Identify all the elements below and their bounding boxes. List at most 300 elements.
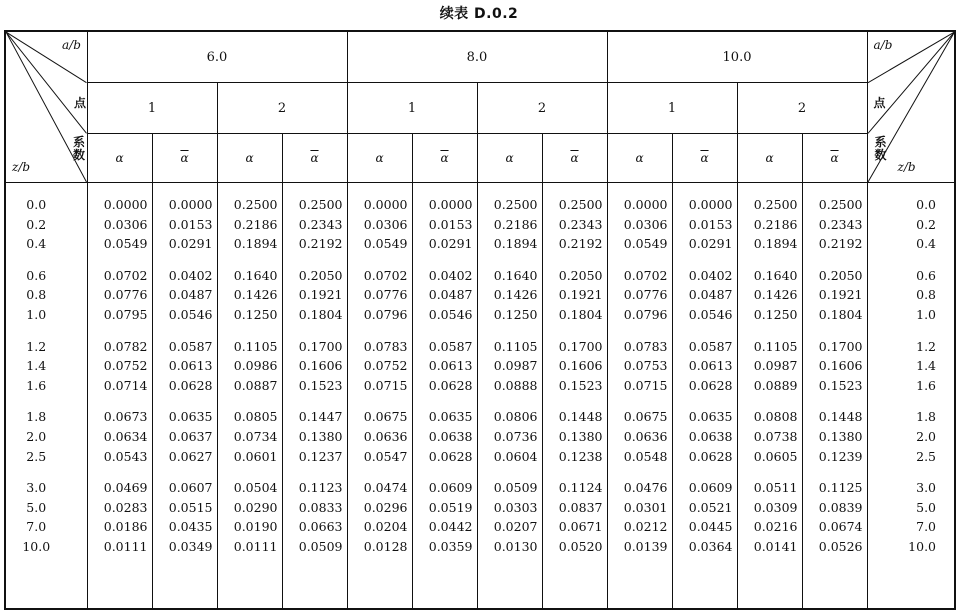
cell-value: 0.2343 — [558, 216, 603, 232]
cell-value: 0.0487 — [688, 287, 733, 303]
cell-value: 1.0 — [916, 306, 937, 322]
group-gap — [478, 466, 538, 478]
cell-value: 0.1523 — [298, 377, 343, 393]
cell-value: 0.0776 — [623, 287, 668, 303]
cell-value: 0.0515 — [168, 499, 213, 515]
cell-value: 0.0291 — [428, 236, 473, 252]
group-gap — [803, 254, 863, 266]
cell-value: 0.0738 — [753, 428, 798, 444]
cell-value: 0.0520 — [558, 538, 603, 554]
group-gap — [218, 395, 278, 407]
cell-value: 0.0546 — [428, 306, 473, 322]
cell-value: 0.0207 — [493, 519, 538, 535]
cell-value: 0.1640 — [493, 267, 538, 283]
cell-value: 0.0153 — [428, 216, 473, 232]
group-gap — [673, 395, 733, 407]
cell-value: 0.0547 — [363, 448, 408, 464]
cell-value: 0.2050 — [818, 267, 863, 283]
cell-value: 0.1921 — [298, 287, 343, 303]
group-gap — [348, 466, 408, 478]
cell-value: 0.0587 — [428, 338, 473, 354]
group-gap — [283, 254, 343, 266]
cell-value: 0.0752 — [103, 358, 148, 374]
value-column-5 — [347, 183, 412, 610]
cell-value: 0.1894 — [233, 236, 278, 252]
alpha-header: α — [477, 134, 542, 183]
cell-value: 0.6 — [26, 267, 47, 283]
cell-value: 0.0190 — [233, 519, 278, 535]
cell-value: 0.1105 — [233, 338, 278, 354]
cell-value: 0.1238 — [558, 448, 603, 464]
cell-value: 1.8 — [916, 409, 937, 425]
group-gap — [803, 325, 863, 337]
cell-value: 0.0607 — [168, 480, 213, 496]
group-gap — [153, 254, 213, 266]
alpha-bar-header: $\overline{\alpha}$ — [282, 134, 347, 183]
cell-value: 0.1700 — [818, 338, 863, 354]
group-gap — [868, 395, 937, 407]
cell-value: 0.0888 — [493, 377, 538, 393]
cell-value: 0.0549 — [103, 236, 148, 252]
cell-value: 0.0000 — [428, 197, 473, 212]
cell-value: 0.6 — [916, 267, 937, 283]
corner-label-zb: z/b — [12, 160, 31, 174]
cell-value: 0.1606 — [298, 358, 343, 374]
cell-value: 0.0504 — [233, 480, 278, 496]
group-header-3: 10.0 — [607, 31, 867, 83]
cell-value: 0.0609 — [688, 480, 733, 496]
cell-value: 0.0715 — [623, 377, 668, 393]
cell-value: 0.0153 — [168, 216, 213, 232]
cell-value: 0.0186 — [103, 519, 148, 535]
cell-value: 10.0 — [908, 538, 937, 554]
cell-value: 10.0 — [22, 538, 51, 554]
group-gap — [6, 395, 67, 407]
corner-label-ab: a/b — [62, 38, 81, 52]
cell-value: 1.8 — [26, 409, 47, 425]
cell-value: 0.0674 — [818, 519, 863, 535]
group-gap — [218, 325, 278, 337]
cell-value: 0.0837 — [558, 499, 603, 515]
cell-value: 1.6 — [26, 377, 47, 393]
point-header: 2 — [217, 83, 347, 134]
alpha-bar-header: $\overline{\alpha}$ — [672, 134, 737, 183]
right-corner-header — [867, 31, 955, 183]
corner-label-point-right: 点 — [873, 96, 886, 110]
cell-value: 0.8 — [26, 287, 47, 303]
cell-value: 0.4 — [916, 236, 937, 252]
cell-value: 0.0663 — [298, 519, 343, 535]
cell-value: 0.0613 — [168, 358, 213, 374]
alpha-bar-header: $\overline{\alpha}$ — [542, 134, 607, 183]
cell-value: 0.0549 — [623, 236, 668, 252]
cell-value: 0.0349 — [168, 538, 213, 554]
cell-value: 0.2186 — [493, 216, 538, 232]
group-gap — [608, 254, 668, 266]
point-header: 2 — [737, 83, 867, 134]
cell-value: 0.0546 — [168, 306, 213, 322]
group-gap — [413, 325, 473, 337]
cell-value: 0.1700 — [558, 338, 603, 354]
corner-label-coef-right: 系数 — [874, 135, 887, 162]
cell-value: 0.1250 — [493, 306, 538, 322]
cell-value: 0.0402 — [688, 267, 733, 283]
cell-value: 0.0628 — [688, 377, 733, 393]
cell-value: 0.0604 — [493, 448, 538, 464]
corner-label-ab-right: a/b — [873, 38, 893, 52]
cell-value: 0.0543 — [103, 448, 148, 464]
cell-value: 0.0303 — [493, 499, 538, 515]
cell-value: 0.0509 — [298, 538, 343, 554]
cell-value: 1.2 — [26, 338, 47, 354]
group-gap — [413, 466, 473, 478]
cell-value: 0.0212 — [623, 519, 668, 535]
cell-value: 0.0402 — [428, 267, 473, 283]
cell-value: 1.4 — [916, 358, 937, 374]
group-gap — [543, 395, 603, 407]
corner-label-zb-right: z/b — [897, 160, 916, 174]
cell-value: 0.1447 — [298, 409, 343, 425]
cell-value: 0.2050 — [558, 267, 603, 283]
cell-value: 0.0000 — [168, 197, 213, 212]
cell-value: 0.0306 — [103, 216, 148, 232]
group-gap — [608, 325, 668, 337]
cell-value: 2.5 — [26, 448, 47, 464]
cell-value: 0.0549 — [363, 236, 408, 252]
cell-value: 0.0839 — [818, 499, 863, 515]
cell-value: 0.0805 — [233, 409, 278, 425]
cell-value: 0.0795 — [103, 306, 148, 322]
group-gap — [868, 254, 937, 266]
cell-value: 1.2 — [916, 338, 937, 354]
cell-value: 0.0714 — [103, 377, 148, 393]
cell-value: 0.0216 — [753, 519, 798, 535]
group-gap — [868, 466, 937, 478]
cell-value: 0.1380 — [818, 428, 863, 444]
cell-value: 0.0673 — [103, 409, 148, 425]
point-header: 1 — [87, 83, 217, 134]
cell-value: 0.1125 — [818, 480, 863, 496]
cell-value: 0.1123 — [298, 480, 343, 496]
group-gap — [478, 325, 538, 337]
cell-value: 0.1804 — [298, 306, 343, 322]
value-column-9 — [607, 183, 672, 610]
cell-value: 0.0000 — [623, 197, 668, 212]
cell-value: 7.0 — [916, 519, 937, 535]
cell-value: 0.1105 — [753, 338, 798, 354]
cell-value: 0.0752 — [363, 358, 408, 374]
alpha-header: α — [217, 134, 282, 183]
cell-value: 0.0000 — [103, 197, 148, 212]
cell-value: 0.1894 — [493, 236, 538, 252]
cell-value: 0.0887 — [233, 377, 278, 393]
cell-value: 0.0627 — [168, 448, 213, 464]
group-gap — [348, 325, 408, 337]
cell-value: 0.0130 — [493, 538, 538, 554]
cell-value: 0.0519 — [428, 499, 473, 515]
group-gap — [738, 325, 798, 337]
cell-value: 0.0702 — [623, 267, 668, 283]
cell-value: 0.0675 — [363, 409, 408, 425]
cell-value: 0.0634 — [103, 428, 148, 444]
cell-value: 0.0671 — [558, 519, 603, 535]
cell-value: 0.0474 — [363, 480, 408, 496]
cell-value: 0.0637 — [168, 428, 213, 444]
cell-value: 0.0636 — [623, 428, 668, 444]
cell-value: 0.1448 — [558, 409, 603, 425]
value-column-3 — [217, 183, 282, 610]
group-gap — [153, 466, 213, 478]
cell-value: 0.0734 — [233, 428, 278, 444]
group-gap — [478, 254, 538, 266]
value-column-1 — [87, 183, 152, 610]
cell-value: 0.0889 — [753, 377, 798, 393]
alpha-bar-header: $\overline{\alpha}$ — [412, 134, 477, 183]
cell-value: 0.0702 — [103, 267, 148, 283]
point-header: 1 — [607, 83, 737, 134]
cell-value: 0.0987 — [493, 358, 538, 374]
cell-value: 0.0000 — [688, 197, 733, 212]
cell-value: 3.0 — [26, 480, 47, 496]
cell-value: 0.1640 — [233, 267, 278, 283]
cell-value: 0.1606 — [818, 358, 863, 374]
cell-value: 0.0548 — [623, 448, 668, 464]
group-gap — [88, 466, 148, 478]
z-column-right — [867, 183, 955, 610]
cell-value: 0.0587 — [168, 338, 213, 354]
cell-value: 0.0306 — [363, 216, 408, 232]
group-gap — [88, 395, 148, 407]
cell-value: 0.0635 — [688, 409, 733, 425]
cell-value: 0.0364 — [688, 538, 733, 554]
cell-value: 0.0359 — [428, 538, 473, 554]
alpha-bar-header: $\overline{\alpha}$ — [152, 134, 217, 183]
cell-value: 0.0702 — [363, 267, 408, 283]
group-gap — [608, 395, 668, 407]
cell-value: 0.1426 — [753, 287, 798, 303]
cell-value: 0.0 — [26, 197, 47, 212]
cell-value: 0.4 — [26, 236, 47, 252]
group-gap — [673, 254, 733, 266]
value-column-7 — [477, 183, 542, 610]
value-column-2 — [152, 183, 217, 610]
cell-value: 0.1804 — [818, 306, 863, 322]
cell-value: 0.0435 — [168, 519, 213, 535]
cell-value: 0.2 — [916, 216, 937, 232]
cell-value: 0.0291 — [688, 236, 733, 252]
cell-value: 0.0587 — [688, 338, 733, 354]
alpha-header: α — [737, 134, 802, 183]
cell-value: 0.0796 — [623, 306, 668, 322]
alpha-header: α — [87, 134, 152, 183]
cell-value: 0.0442 — [428, 519, 473, 535]
cell-value: 0.0605 — [753, 448, 798, 464]
cell-value: 0.0806 — [493, 409, 538, 425]
group-gap — [218, 254, 278, 266]
cell-value: 0.0111 — [233, 538, 278, 554]
cell-value: 0.1523 — [818, 377, 863, 393]
cell-value: 2.5 — [916, 448, 937, 464]
group-gap — [738, 254, 798, 266]
group-gap — [478, 395, 538, 407]
cell-value: 0.2500 — [753, 197, 798, 212]
group-gap — [543, 254, 603, 266]
group-gap — [803, 466, 863, 478]
value-column-12 — [802, 183, 867, 610]
cell-value: 1.6 — [916, 377, 937, 393]
group-gap — [88, 325, 148, 337]
cell-value: 0.0139 — [623, 538, 668, 554]
cell-value: 0.2192 — [558, 236, 603, 252]
cell-value: 0.0487 — [168, 287, 213, 303]
corner-label-coef: 系数 — [72, 135, 85, 162]
cell-value: 0.0509 — [493, 480, 538, 496]
cell-value: 7.0 — [26, 519, 47, 535]
cell-value: 0.0301 — [623, 499, 668, 515]
cell-value: 0.0833 — [298, 499, 343, 515]
value-column-11 — [737, 183, 802, 610]
point-header: 2 — [477, 83, 607, 134]
corner-label-point: 点 — [74, 96, 87, 110]
group-gap — [283, 395, 343, 407]
group-gap — [738, 466, 798, 478]
z-column-left — [5, 183, 87, 610]
cell-value: 0.1124 — [558, 480, 603, 496]
cell-value: 0.1921 — [818, 287, 863, 303]
cell-value: 0.0753 — [623, 358, 668, 374]
cell-value: 0.0776 — [103, 287, 148, 303]
cell-value: 0.0128 — [363, 538, 408, 554]
group-gap — [608, 466, 668, 478]
alpha-bar-header: $\overline{\alpha}$ — [802, 134, 867, 183]
cell-value: 0.2500 — [818, 197, 863, 212]
cell-value: 3.0 — [916, 480, 937, 496]
cell-value: 0.1380 — [298, 428, 343, 444]
cell-value: 0.0808 — [753, 409, 798, 425]
group-gap — [6, 466, 67, 478]
cell-value: 0.0638 — [428, 428, 473, 444]
cell-value: 0.0546 — [688, 306, 733, 322]
group-gap — [673, 466, 733, 478]
cell-value: 0.2500 — [233, 197, 278, 212]
cell-value: 0.0783 — [363, 338, 408, 354]
cell-value: 0.1426 — [233, 287, 278, 303]
group-gap — [543, 325, 603, 337]
value-column-6 — [412, 183, 477, 610]
cell-value: 0.2186 — [233, 216, 278, 232]
cell-value: 0.0306 — [623, 216, 668, 232]
alpha-header: α — [607, 134, 672, 183]
cell-value: 0.0 — [916, 197, 937, 212]
cell-value: 0.1105 — [493, 338, 538, 354]
cell-value: 0.1250 — [233, 306, 278, 322]
group-gap — [218, 466, 278, 478]
cell-value: 0.0635 — [168, 409, 213, 425]
alpha-header: α — [347, 134, 412, 183]
cell-value: 0.0000 — [363, 197, 408, 212]
cell-value: 0.0628 — [168, 377, 213, 393]
coefficient-table — [4, 30, 956, 610]
group-gap — [413, 254, 473, 266]
cell-value: 2.0 — [26, 428, 47, 444]
cell-value: 0.0613 — [428, 358, 473, 374]
group-header-1: 6.0 — [87, 31, 347, 83]
group-gap — [348, 254, 408, 266]
cell-value: 0.0402 — [168, 267, 213, 283]
cell-value: 0.1804 — [558, 306, 603, 322]
cell-value: 0.2343 — [818, 216, 863, 232]
group-gap — [6, 254, 67, 266]
cell-value: 0.2050 — [298, 267, 343, 283]
cell-value: 0.2192 — [818, 236, 863, 252]
left-corner-header — [5, 31, 87, 183]
cell-value: 0.0283 — [103, 499, 148, 515]
cell-value: 0.0153 — [688, 216, 733, 232]
cell-value: 0.0445 — [688, 519, 733, 535]
group-gap — [153, 395, 213, 407]
cell-value: 0.2186 — [753, 216, 798, 232]
cell-value: 0.1250 — [753, 306, 798, 322]
cell-value: 0.2500 — [298, 197, 343, 212]
cell-value: 0.1894 — [753, 236, 798, 252]
data-row — [5, 183, 955, 610]
cell-value: 0.2500 — [558, 197, 603, 212]
cell-value: 0.0521 — [688, 499, 733, 515]
group-gap — [88, 254, 148, 266]
cell-value: 0.0296 — [363, 499, 408, 515]
cell-value: 0.0613 — [688, 358, 733, 374]
group-gap — [673, 325, 733, 337]
group-gap — [738, 395, 798, 407]
group-gap — [283, 325, 343, 337]
cell-value: 0.1640 — [753, 267, 798, 283]
cell-value: 0.0628 — [428, 448, 473, 464]
table-title: 续表 D.0.2 — [439, 6, 519, 22]
cell-value: 0.0783 — [623, 338, 668, 354]
cell-value: 0.0291 — [168, 236, 213, 252]
cell-value: 0.1380 — [558, 428, 603, 444]
cell-value: 0.0511 — [753, 480, 798, 496]
cell-value: 0.8 — [916, 287, 937, 303]
cell-value: 0.0736 — [493, 428, 538, 444]
cell-value: 0.0987 — [753, 358, 798, 374]
cell-value: 0.0635 — [428, 409, 473, 425]
group-gap — [6, 325, 67, 337]
cell-value: 0.0204 — [363, 519, 408, 535]
cell-value: 0.0601 — [233, 448, 278, 464]
cell-value: 5.0 — [916, 499, 937, 515]
cell-value: 0.2192 — [298, 236, 343, 252]
cell-value: 0.1426 — [493, 287, 538, 303]
point-header: 1 — [347, 83, 477, 134]
cell-value: 0.1700 — [298, 338, 343, 354]
cell-value: 1.4 — [26, 358, 47, 374]
cell-value: 0.0986 — [233, 358, 278, 374]
value-column-4 — [282, 183, 347, 610]
group-gap — [348, 395, 408, 407]
cell-value: 0.2343 — [298, 216, 343, 232]
group-gap — [543, 466, 603, 478]
cell-value: 1.0 — [26, 306, 47, 322]
cell-value: 0.1921 — [558, 287, 603, 303]
cell-value: 0.0782 — [103, 338, 148, 354]
group-gap — [283, 466, 343, 478]
cell-value: 0.0290 — [233, 499, 278, 515]
cell-value: 0.1523 — [558, 377, 603, 393]
cell-value: 0.0487 — [428, 287, 473, 303]
cell-value: 0.0776 — [363, 287, 408, 303]
cell-value: 0.0628 — [428, 377, 473, 393]
